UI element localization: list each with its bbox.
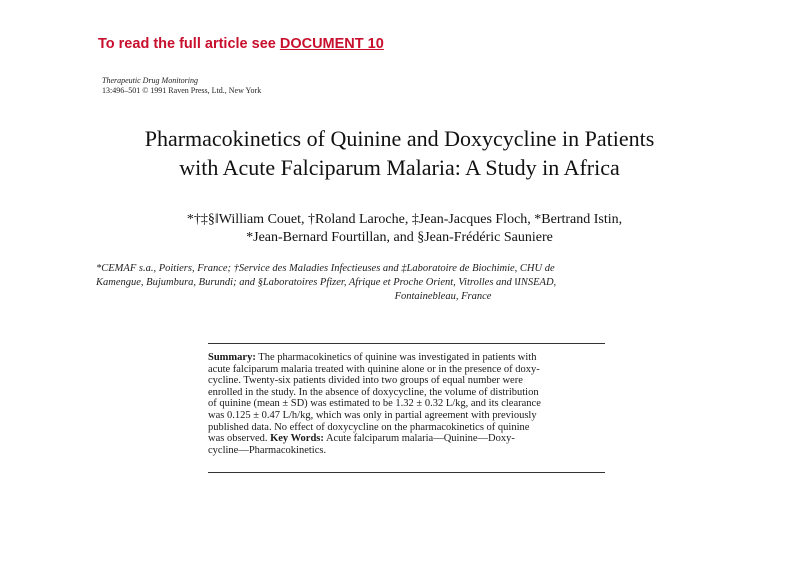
summary-top-rule — [208, 343, 605, 344]
summary-text: was observed. — [208, 433, 268, 445]
summary-label: Summary: — [208, 352, 256, 363]
affiliation-line: *CEMAF s.a., Poitiers, France; †Service des Maladies Infectieuses and ‡Laboratoire de Biochimie, CHU de — [96, 263, 555, 274]
author-line: *Jean-Bernard Fourtillan, and §Jean-Frédéric Sauniere — [246, 230, 553, 245]
summary-line: published data. No effect of doxycycline on the pharmacokinetics of quinine — [208, 421, 530, 433]
author-list — [0, 211, 799, 247]
keywords-label: Key Words: — [270, 433, 324, 445]
journal-header — [102, 76, 261, 95]
affiliations — [96, 262, 696, 304]
author-line: *†‡§‖William Couet, †Roland Laroche, ‡Jean-Jacques Floch, *Bertrand Istin, — [186, 212, 623, 227]
title-line: Pharmacokinetics of Quinine and Doxycycline in Patients — [144, 126, 655, 151]
journal-citation: 13:496–501 © 1991 Raven Press, Ltd., New York — [102, 85, 262, 95]
affiliation-line: Kamengue, Bujumbura, Burundi; and §Laboratoires Pfizer, Afrique et Proche Orient, Vitrolles and ‖INSEAD, — [96, 277, 557, 288]
document-link[interactable]: DOCUMENT 10 — [279, 36, 384, 52]
affiliation-line: Fontainebleau, France — [394, 291, 492, 302]
banner-text: To read the full article see — [98, 36, 280, 52]
summary-line: of quinine (mean ± SD) was estimated to be 1.32 ± 0.32 L/kg, and its clearance — [208, 398, 541, 410]
summary-line: cycline. Twenty-six patients divided into two groups of equal number were — [208, 375, 523, 387]
title-line: with Acute Falciparum Malaria: A Study in Africa — [179, 155, 620, 180]
summary-line: cycline—Pharmacokinetics. — [208, 444, 327, 456]
summary-line: acute falciparum malaria treated with quinine alone or in the presence of doxy- — [208, 363, 540, 375]
journal-name: Therapeutic Drug Monitoring — [102, 76, 198, 85]
summary-block — [208, 352, 608, 456]
summary-text: The pharmacokinetics of quinine was investigated in patients with — [258, 352, 537, 363]
summary-line: was 0.125 ± 0.47 L/h/kg, which was only in partial agreement with previously — [208, 409, 537, 421]
summary-line — [208, 352, 608, 364]
summary-bottom-rule — [208, 472, 605, 473]
summary-line: enrolled in the study. In the absence of doxycycline, the volume of distribution — [208, 386, 539, 398]
summary-line — [208, 433, 608, 445]
keywords-text: Acute falciparum malaria—Quinine—Doxy- — [325, 433, 515, 445]
article-title — [0, 124, 799, 182]
full-article-banner — [98, 36, 384, 52]
